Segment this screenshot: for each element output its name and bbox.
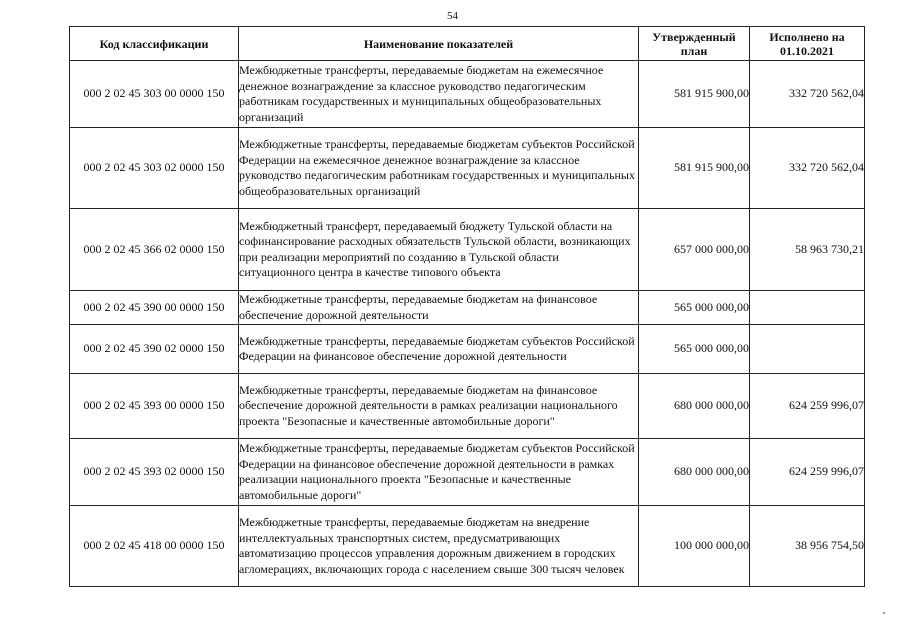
cell-executed: 624 259 996,07	[750, 374, 865, 439]
cell-name: Межбюджетные трансферты, передаваемые бюджетам на финансовое обеспечение дорожной деятельности в рамках реализации национального проекта "Безопасные и качественные автомобильные дороги"	[239, 374, 639, 439]
scan-speck	[883, 612, 885, 614]
table-row	[70, 325, 865, 374]
cell-code: 000 2 02 45 393 00 0000 150	[70, 374, 239, 439]
cell-name: Межбюджетный трансферт, передаваемый бюджету Тульской области на софинансирование расходных обязательств Тульской области, возникающих при реализации мероприятий по созданию в Тульской области ситуационного центра в качестве типового объекта	[239, 209, 639, 291]
cell-plan: 581 915 900,00	[639, 61, 750, 128]
cell-code: 000 2 02 45 366 02 0000 150	[70, 209, 239, 291]
cell-plan: 565 000 000,00	[639, 291, 750, 325]
header-executed-text: Исполнено на 01.10.2021	[769, 29, 845, 58]
cell-code: 000 2 02 45 390 02 0000 150	[70, 325, 239, 374]
cell-executed: 624 259 996,07	[750, 439, 865, 506]
cell-name: Межбюджетные трансферты, передаваемые бюджетам субъектов Российской Федерации на финансовое обеспечение дорожной деятельности в рамках реализации национального проекта "Безопасные и качественные автомобильные дороги"	[239, 439, 639, 506]
cell-plan: 680 000 000,00	[639, 374, 750, 439]
cell-code: 000 2 02 45 303 00 0000 150	[70, 61, 239, 128]
cell-executed	[750, 291, 865, 325]
table-row	[70, 128, 865, 209]
cell-plan: 581 915 900,00	[639, 128, 750, 209]
cell-plan: 657 000 000,00	[639, 209, 750, 291]
table-row	[70, 61, 865, 128]
cell-name: Межбюджетные трансферты, передаваемые бюджетам на финансовое обеспечение дорожной деятельности	[239, 291, 639, 325]
header-plan-text: Утвержденный план	[652, 29, 736, 58]
header-plan	[639, 27, 750, 61]
cell-name: Межбюджетные трансферты, передаваемые бюджетам субъектов Российской Федерации на финансовое обеспечение дорожной деятельности	[239, 325, 639, 374]
cell-code: 000 2 02 45 303 02 0000 150	[70, 128, 239, 209]
table-row	[70, 374, 865, 439]
cell-code: 000 2 02 45 390 00 0000 150	[70, 291, 239, 325]
cell-executed: 38 956 754,50	[750, 506, 865, 587]
cell-code: 000 2 02 45 393 02 0000 150	[70, 439, 239, 506]
table-row	[70, 291, 865, 325]
cell-name: Межбюджетные трансферты, передаваемые бюджетам субъектов Российской Федерации на ежемесячное денежное вознаграждение за классное руководство педагогическим работникам государственных и муниципальных общеобразовательных организаций	[239, 128, 639, 209]
table-row	[70, 209, 865, 291]
header-code: Код классификации	[70, 27, 239, 61]
header-name: Наименование показателей	[239, 27, 639, 61]
cell-name: Межбюджетные трансферты, передаваемые бюджетам на ежемесячное денежное вознаграждение за классное руководство педагогическим работникам государственных и муниципальных общеобразовательных организаций	[239, 61, 639, 128]
cell-executed: 332 720 562,04	[750, 128, 865, 209]
page-number: 54	[447, 10, 458, 22]
cell-executed	[750, 325, 865, 374]
cell-name: Межбюджетные трансферты, передаваемые бюджетам на внедрение интеллектуальных транспортных систем, предусматривающих автоматизацию процессов управления дорожным движением в городских агломерациях, включающих города с населением свыше 300 тысяч человек	[239, 506, 639, 587]
table-header-row	[70, 27, 865, 61]
cell-executed: 58 963 730,21	[750, 209, 865, 291]
cell-plan: 565 000 000,00	[639, 325, 750, 374]
table-row	[70, 506, 865, 587]
cell-plan: 680 000 000,00	[639, 439, 750, 506]
cell-code: 000 2 02 45 418 00 0000 150	[70, 506, 239, 587]
budget-table	[69, 26, 865, 587]
cell-executed: 332 720 562,04	[750, 61, 865, 128]
table-row	[70, 439, 865, 506]
header-executed	[750, 27, 865, 61]
cell-plan: 100 000 000,00	[639, 506, 750, 587]
